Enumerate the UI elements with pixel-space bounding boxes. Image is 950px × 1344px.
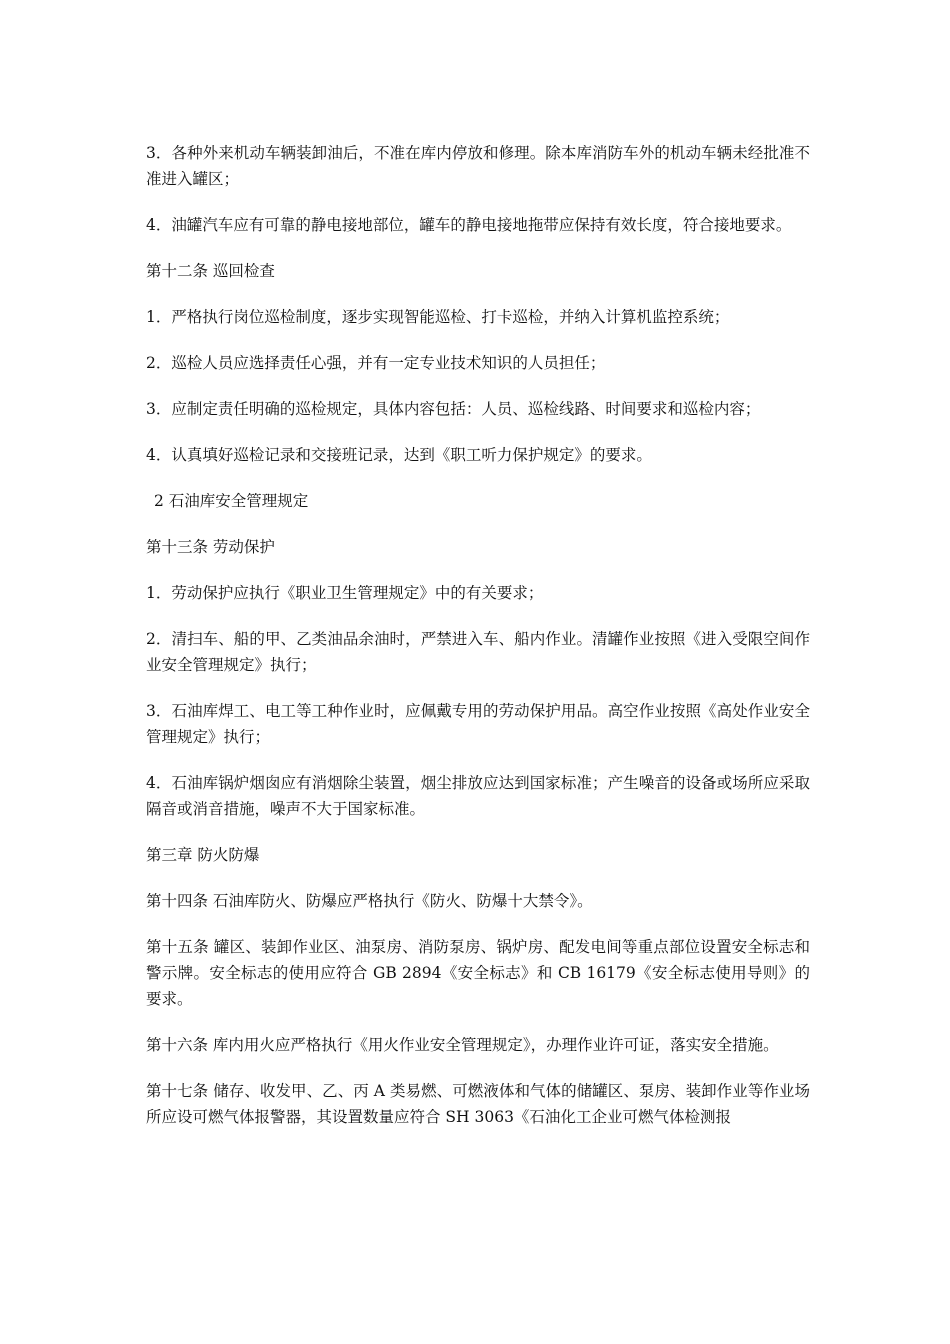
paragraph-labor-2: 2．清扫车、船的甲、乙类油品余油时，严禁进入车、船内作业。清罐作业按照《进入受限空间作业安全管理规定》执行；: [146, 630, 810, 674]
paragraph-item-4-grounding: 4．油罐汽车应有可靠的静电接地部位，罐车的静电接地拖带应保持有效长度，符合接地要求。: [146, 216, 792, 234]
section-2-heading: 2 石油库安全管理规定: [154, 492, 309, 510]
paragraph-labor-4: 4．石油库锅炉烟囱应有消烟除尘装置，烟尘排放应达到国家标准；产生噪音的设备或场所应采取隔音或消音措施，噪声不大于国家标准。: [146, 774, 810, 818]
paragraph-patrol-2: 2．巡检人员应选择责任心强，并有一定专业技术知识的人员担任；: [146, 354, 606, 372]
paragraph-patrol-4: 4．认真填好巡检记录和交接班记录，达到《职工听力保护规定》的要求。: [146, 446, 652, 464]
paragraph-labor-3: 3．石油库焊工、电工等工种作业时，应佩戴专用的劳动保护用品。高空作业按照《高处作业安全管理规定》执行；: [146, 702, 810, 746]
article-15: 第十五条 罐区、装卸作业区、油泵房、消防泵房、锅炉房、配发电间等重点部位设置安全标志和警示牌。安全标志的使用应符合 GB 2894《安全标志》和 CB 16179《安全标志使用导则》的要求。: [146, 938, 810, 1008]
article-14: 第十四条 石油库防火、防爆应严格执行《防火、防爆十大禁令》。: [146, 892, 593, 910]
article-12-heading: 第十二条 巡回检查: [146, 262, 275, 280]
paragraph-item-3-vehicles: 3．各种外来机动车辆装卸油后，不准在库内停放和修理。除本库消防车外的机动车辆未经批准不准进入罐区；: [146, 144, 810, 188]
article-16: 第十六条 库内用火应严格执行《用火作业安全管理规定》，办理作业许可证，落实安全措施。: [146, 1036, 779, 1054]
paragraph-patrol-3: 3．应制定责任明确的巡检规定，具体内容包括：人员、巡检线路、时间要求和巡检内容；: [146, 400, 761, 418]
paragraph-labor-1: 1．劳动保护应执行《职业卫生管理规定》中的有关要求；: [146, 584, 544, 602]
article-17: 第十七条 储存、收发甲、乙、丙 A 类易燃、可燃液体和气体的储罐区、泵房、装卸作业等作业场所应设可燃气体报警器，其设置数量应符合 SH 3063《石油化工企业可燃气体检测报: [146, 1082, 810, 1126]
document-body: [146, 140, 810, 1150]
article-13-heading: 第十三条 劳动保护: [146, 538, 275, 556]
paragraph-patrol-1: 1．严格执行岗位巡检制度，逐步实现智能巡检、打卡巡检，并纳入计算机监控系统；: [146, 308, 730, 326]
chapter-3-heading: 第三章 防火防爆: [146, 846, 260, 864]
